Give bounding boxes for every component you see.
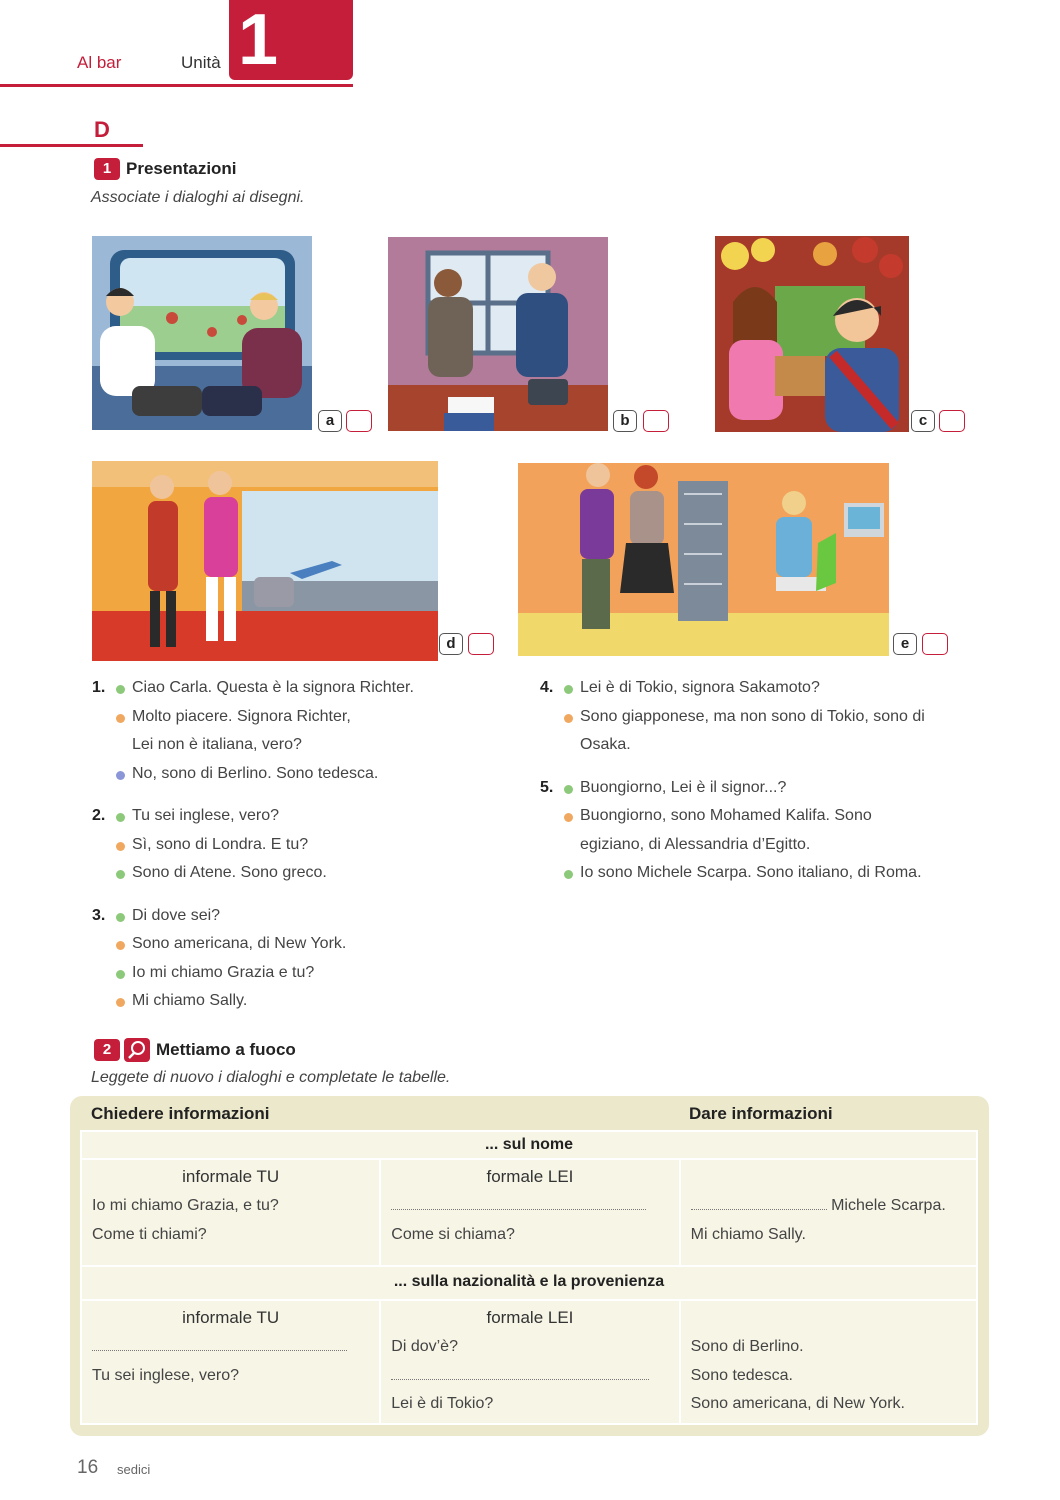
dialogue-line xyxy=(92,930,512,959)
dialogue-line xyxy=(92,831,512,860)
dialogue-text: No, sono di Berlino. Sono tedesca. xyxy=(132,764,379,782)
table-text: Sono tedesca. xyxy=(690,1366,793,1384)
exercise-1-title: Presentazioni xyxy=(126,159,237,178)
dialogue-line xyxy=(540,774,980,803)
speaker-dot-green xyxy=(564,685,573,694)
header-rule xyxy=(0,84,353,87)
table-text: Come ti chiami? xyxy=(92,1225,207,1243)
answer-box-b[interactable] xyxy=(643,410,669,432)
dialogue-number: 1. xyxy=(92,679,106,696)
fill-in-row xyxy=(691,1192,966,1221)
illustration-c-market xyxy=(715,236,909,432)
table-text: Come si chiama? xyxy=(391,1225,515,1243)
dialogue-line xyxy=(540,703,980,732)
section-title: Al bar xyxy=(77,53,122,72)
answer-box-a[interactable] xyxy=(346,410,372,432)
table-cell xyxy=(380,1300,679,1424)
dialogue-text: Sono americana, di New York. xyxy=(132,935,347,952)
speaker-dot-green xyxy=(564,870,573,879)
table-cell xyxy=(81,1159,380,1266)
section-rule xyxy=(0,144,143,147)
speaker-dot-green xyxy=(116,970,125,979)
table-cell xyxy=(680,1300,977,1424)
dialogue-line xyxy=(92,674,512,703)
speaker-dot-orange xyxy=(564,714,573,723)
dialogue-text: Tu sei inglese, vero? xyxy=(132,807,280,824)
fill-in-blank[interactable] xyxy=(92,1333,369,1362)
dialogue-line xyxy=(540,859,980,888)
table-text: Sono di Berlino. xyxy=(690,1338,804,1355)
table-cell xyxy=(680,1159,977,1266)
dialogue-line xyxy=(92,760,512,789)
dialogue-line xyxy=(92,959,512,988)
dialogue-number: 5. xyxy=(540,778,554,796)
dialogue-number: 2. xyxy=(92,807,106,824)
exercise-2-title: Mettiamo a fuoco xyxy=(156,1040,296,1059)
column-heading: formale LEI xyxy=(486,1308,574,1327)
column-heading: informale TU xyxy=(182,1167,280,1186)
unit-number: 1 xyxy=(238,0,279,80)
dialogue-number: 3. xyxy=(92,906,106,924)
table-cell xyxy=(380,1159,679,1266)
table-section-title: ... sul nome xyxy=(81,1131,977,1159)
illustration-a-train xyxy=(92,236,312,430)
speaker-dot-orange xyxy=(116,941,125,950)
dialogue-text: Sì, sono di Londra. E tu? xyxy=(132,835,309,853)
dialogue-line xyxy=(92,987,512,1016)
page-number-word: sedici xyxy=(117,1462,151,1477)
answer-box-e[interactable] xyxy=(922,633,948,655)
dialogue-text: Molto piacere. Signora Richter, xyxy=(132,707,351,725)
dialogue-line xyxy=(92,802,512,831)
dialogues-left-column xyxy=(92,674,512,1016)
illustration-d-airport xyxy=(92,461,438,661)
dialogue-text: Osaka. xyxy=(580,736,631,753)
speaker-dot-orange xyxy=(564,813,573,822)
dialogue-line xyxy=(540,831,980,860)
picture-label: d xyxy=(439,633,463,655)
table-text: Tu sei inglese, vero? xyxy=(92,1366,240,1384)
table-cell xyxy=(81,1300,380,1424)
dialogue-line xyxy=(92,703,512,732)
dialogue-text: Lei non è italiana, vero? xyxy=(132,736,302,753)
fill-in-blank[interactable] xyxy=(691,1196,827,1210)
fill-in-blank[interactable] xyxy=(391,1362,668,1391)
speaker-dot-green xyxy=(116,913,125,922)
dialogue-line xyxy=(540,674,980,703)
exercise-2-instruction: Leggete di nuovo i dialoghi e completate le tabelle. xyxy=(91,1069,451,1086)
picture-label: e xyxy=(893,633,917,655)
picture-label: c xyxy=(911,410,935,432)
answer-box-d[interactable] xyxy=(468,633,494,655)
table-text: Sono americana, di New York. xyxy=(690,1395,905,1412)
exercise-2-number: 2 xyxy=(94,1039,120,1061)
speaker-dot-green xyxy=(116,685,125,694)
page-number: 16 xyxy=(77,1457,99,1478)
dialogue-text: Di dove sei? xyxy=(132,906,221,924)
section-letter: D xyxy=(94,117,110,142)
speaker-dot-blue xyxy=(116,771,125,780)
dialogue-text: Sono giapponese, ma non sono di Tokio, sono di xyxy=(580,707,925,725)
illustration-e-office xyxy=(518,463,889,656)
dialogue-line xyxy=(540,731,980,760)
table-text: Lei è di Tokio? xyxy=(391,1395,494,1412)
speaker-dot-green xyxy=(116,870,125,879)
dialogue-text: Lei è di Tokio, signora Sakamoto? xyxy=(580,679,820,696)
table-text: Mi chiamo Sally. xyxy=(690,1225,806,1243)
dialogue-text: Io mi chiamo Grazia e tu? xyxy=(132,963,315,981)
dialogue-text: Io sono Michele Scarpa. Sono italiano, di Roma. xyxy=(580,864,922,881)
dialogue-line xyxy=(92,859,512,888)
table-header-give: Dare informazioni xyxy=(689,1104,833,1123)
table-text: Io mi chiamo Grazia, e tu? xyxy=(92,1197,279,1214)
dialogue-line xyxy=(92,902,512,931)
dialogue-text: Sono di Atene. Sono greco. xyxy=(132,864,327,881)
unit-label: Unità xyxy=(181,53,221,72)
dialogue-text: Mi chiamo Sally. xyxy=(132,992,248,1009)
dialogues-right-column xyxy=(540,674,980,888)
answer-box-c[interactable] xyxy=(939,410,965,432)
speaker-dot-orange xyxy=(116,714,125,723)
fill-in-blank[interactable] xyxy=(391,1192,668,1221)
speaker-dot-orange xyxy=(116,998,125,1007)
dialogue-text: egiziano, di Alessandria d’Egitto. xyxy=(580,835,811,853)
picture-label: b xyxy=(613,410,637,432)
illustration-b-office xyxy=(388,237,608,431)
info-table xyxy=(80,1130,978,1425)
table-text: Di dov’è? xyxy=(391,1338,458,1355)
dialogue-line xyxy=(540,802,980,831)
dialogue-text: Buongiorno, Lei è il signor...? xyxy=(580,778,787,796)
table-text: Michele Scarpa. xyxy=(831,1197,946,1214)
picture-label: a xyxy=(318,410,342,432)
dialogue-number: 4. xyxy=(540,679,554,696)
table-header-ask: Chiedere informazioni xyxy=(91,1104,270,1123)
speaker-dot-green xyxy=(116,813,125,822)
dialogue-text: Buongiorno, sono Mohamed Kalifa. Sono xyxy=(580,807,872,824)
magnifier-icon xyxy=(124,1038,150,1062)
speaker-dot-orange xyxy=(116,842,125,851)
column-heading: informale TU xyxy=(182,1308,280,1327)
table-section-title: ... sulla nazionalità e la provenienza xyxy=(81,1266,977,1300)
column-heading: formale LEI xyxy=(486,1167,574,1186)
dialogue-text: Ciao Carla. Questa è la signora Richter. xyxy=(132,679,414,696)
speaker-dot-green xyxy=(564,785,573,794)
dialogue-line xyxy=(92,731,512,760)
exercise-1-instruction: Associate i dialoghi ai disegni. xyxy=(91,189,305,206)
exercise-1-number: 1 xyxy=(94,158,120,180)
